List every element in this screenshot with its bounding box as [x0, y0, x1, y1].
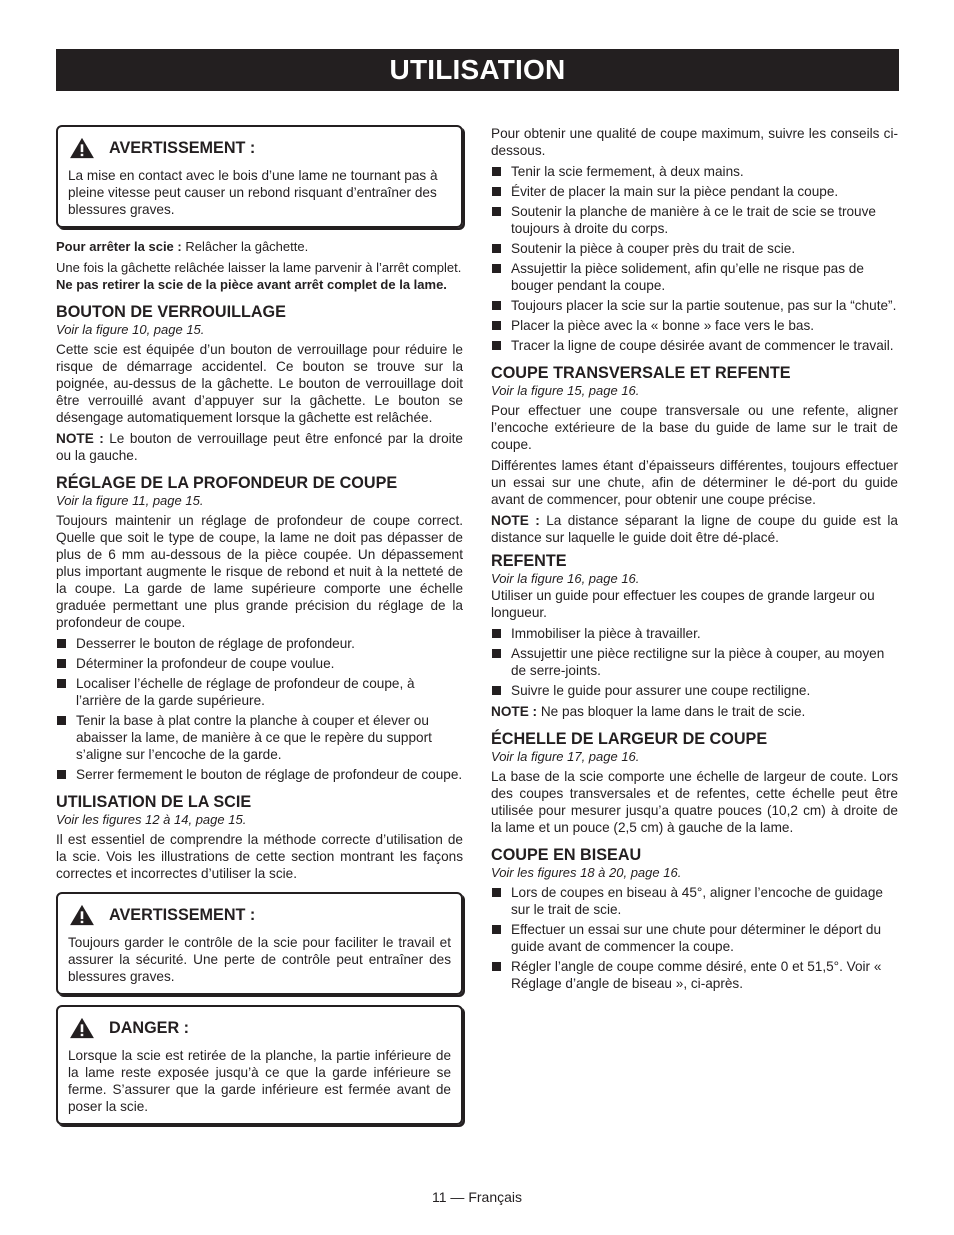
note-label: NOTE :: [491, 513, 540, 528]
depth-paragraph: Toujours maintenir un réglage de profondeur de coupe correct. Quelle que soit le type de coupe, la lame ne doit pas dépasser de plus de 6 mm au-dessous de la pièce coupée. Un dépassement plus important augmente le risque de rebond et nuit à la netteté de la coupe. La garde de lame supérieure comporte une échelle graduée permettant une plus grande précision du réglage de la profondeur de coupe.: [56, 513, 463, 630]
note-label: NOTE :: [491, 704, 538, 719]
section-heading: RÉGLAGE DE LA PROFONDEUR DE COUPE: [56, 474, 398, 492]
page-number: 11 — Français: [432, 1189, 522, 1205]
figure-reference: Voir la figure 16, page 16.: [491, 571, 640, 586]
list-item: Éviter de placer la main sur la pièce pendant la coupe.: [491, 183, 898, 200]
bevel-steps-list: [491, 884, 898, 992]
warning-title: AVERTISSEMENT :: [109, 905, 256, 924]
list-item: Déterminer la profondeur de coupe voulue.: [56, 655, 463, 672]
section-heading: UTILISATION DE LA SCIE: [56, 793, 252, 811]
list-item: Assujettir une pièce rectiligne sur la pièce à couper, au moyen de serre-joints.: [491, 645, 898, 679]
figure-reference: Voir la figure 17, page 16.: [491, 749, 640, 764]
page-title: UTILISATION: [389, 54, 566, 85]
note-paragraph: [491, 703, 898, 720]
list-item: Tracer la ligne de coupe désirée avant de commencer le travail.: [491, 337, 898, 354]
danger-text: Lorsque la scie est retirée de la planche, la partie inférieure de la lame reste exposée jusqu’à ce que la garde inférieure se ferme. S’assurer que la garde inférieure est fermée avant de poser la scie.: [68, 1048, 451, 1114]
warning-text: La mise en contact avec le bois d’une lame ne tournant pas à pleine vitesse peut causer un rebond risquant d’entraîner des blessures graves.: [68, 168, 438, 217]
figure-reference: Voir les figures 18 à 20, page 16.: [491, 865, 682, 880]
figure-reference: Voir les figures 12 à 14, page 15.: [56, 812, 247, 827]
page-title-banner: [56, 49, 899, 91]
list-item: Immobiliser la pièce à travailler.: [491, 625, 898, 642]
list-item: Desserrer le bouton de réglage de profondeur.: [56, 635, 463, 652]
trigger-paragraph: [56, 259, 463, 293]
list-item: Régler l’angle de coupe comme désiré, ente 0 et 51,5°. Voir « Réglage d’angle de biseau », ci-après.: [491, 958, 898, 992]
cross-paragraph: Pour effectuer une coupe transversale ou une refente, aligner l’encoche extérieure de la base du guide de lame sur le trait de coupe.: [491, 403, 898, 452]
note-label: NOTE :: [56, 431, 104, 446]
list-item: Effectuer un essai sur une chute pour déterminer le déport du guide avant de commencer la coupe.: [491, 921, 898, 955]
list-item: Suivre le guide pour assurer une coupe rectiligne.: [491, 682, 898, 699]
warning-header: [68, 904, 451, 926]
list-item: Toujours placer la scie sur la partie soutenue, pas sur la “chute”.: [491, 297, 898, 314]
section-heading: BOUTON DE VERROUILLAGE: [56, 303, 286, 321]
scale-paragraph: La base de la scie comporte une échelle de largeur de coute. Lors des coupes transversales et de refentes, cette échelle peut être utilisée pour mesurer jusqu’a quatre pouces (10,2 cm) à droite de la lame et un pouce (2,5 cm) à gauche de la lame.: [491, 769, 898, 835]
section-heading: ÉCHELLE DE LARGEUR DE COUPE: [491, 730, 768, 748]
list-item: Tenir la base à plat contre la planche à couper et élever ou abaisser la lame, de manière à ce que le repère du support s’aligne sur l’encoche de la garde.: [56, 712, 463, 763]
danger-triangle-icon: [68, 1017, 96, 1039]
warning-triangle-icon: [68, 904, 96, 926]
rip-steps-list: [491, 625, 898, 699]
right-column: [491, 125, 898, 996]
list-item: Placer la pièce avec la « bonne » face vers le bas.: [491, 317, 898, 334]
list-item: Serrer fermement le bouton de réglage de profondeur de coupe.: [56, 766, 463, 783]
warning-title: AVERTISSEMENT :: [109, 138, 256, 157]
list-item: Soutenir la pièce à couper près du trait de scie.: [491, 240, 898, 257]
note-text: Ne pas bloquer la lame dans le trait de scie.: [537, 704, 806, 719]
note-text: Le bouton de verrouillage peut être enfoncé par la droite ou la gauche.: [56, 431, 463, 463]
figure-reference: Voir la figure 15, page 16.: [491, 383, 640, 398]
warning-box: [56, 892, 463, 995]
danger-box: [56, 1005, 463, 1125]
stop-label: Pour arrêter la scie :: [56, 239, 182, 254]
cross-paragraph: Différentes lames étant d’épaisseurs différentes, toujours effectuer un essai sur une chute, afin de déterminer le dé-port du guide avant de commencer, pour obtenir une coupe précise.: [491, 458, 898, 507]
trigger-bold: Ne pas retirer la scie de la pièce avant arrêt complet de la lame.: [56, 277, 447, 292]
list-item: Tenir la scie fermement, à deux mains.: [491, 163, 898, 180]
danger-title: DANGER :: [109, 1018, 190, 1037]
use-paragraph: Il est essentiel de comprendre la méthode correcte d’utilisation de la scie. Vois les illustrations de cette section montrant les façons correctes et incorrectes d’utiliser la scie.: [56, 832, 463, 881]
note-text: La distance séparant la ligne de coupe du guide est la distance sur laquelle le guide doit être dé-placé.: [491, 513, 898, 545]
left-column: [56, 125, 463, 1125]
warning-box: [56, 125, 463, 228]
note-paragraph: [491, 512, 898, 546]
section-heading: COUPE EN BISEAU: [491, 846, 642, 864]
note-paragraph: [56, 430, 463, 464]
list-item: Localiser l’échelle de réglage de profondeur de coupe, à l’arrière de la garde supérieure.: [56, 675, 463, 709]
depth-steps-list: [56, 635, 463, 783]
figure-reference: Voir la figure 10, page 15.: [56, 322, 205, 337]
trigger-text: Une fois la gâchette relâchée laisser la lame parvenir à l’arrêt complet.: [56, 260, 462, 275]
danger-header: [68, 1017, 451, 1039]
list-item: Assujettir la pièce solidement, afin qu’elle ne risque pas de bouger pendant la coupe.: [491, 260, 898, 294]
stop-text: Relâcher la gâchette.: [181, 239, 309, 254]
warning-text: Toujours garder le contrôle de la scie pour faciliter le travail et assurer la sécurité. Une perte de contrôle peut entraîner des blessures graves.: [68, 935, 451, 984]
intro-paragraph: Pour obtenir une qualité de coupe maximum, suivre les conseils ci-dessous.: [491, 126, 898, 158]
lock-paragraph: Cette scie est équipée d’un bouton de verrouillage pour réduire le risque de démarrage accidentel. Ce bouton se trouve sur la poignée, au-dessus de la gâchette. Le bouton de verrouillage doit être verrouillé avant d’appuyer sur la gâchette. Le bouton se désengage automatiquement lorsque la gâchette est relâchée.: [56, 342, 463, 425]
list-item: Soutenir la planche de manière à ce le trait de scie se trouve toujours à droite du corps.: [491, 203, 898, 237]
warning-header: [68, 137, 451, 159]
rip-paragraph: Utiliser un guide pour effectuer les coupes de grande largeur ou longueur.: [491, 588, 875, 620]
list-item: Lors de coupes en biseau à 45°, aligner l’encoche de guidage sur le trait de scie.: [491, 884, 898, 918]
figure-reference: Voir la figure 11, page 15.: [56, 493, 204, 508]
warning-triangle-icon: [68, 137, 96, 159]
stop-instruction: [56, 238, 463, 255]
section-heading: COUPE TRANSVERSALE ET REFENTE: [491, 364, 791, 382]
section-heading: REFENTE: [491, 552, 567, 570]
tips-list: [491, 163, 898, 354]
